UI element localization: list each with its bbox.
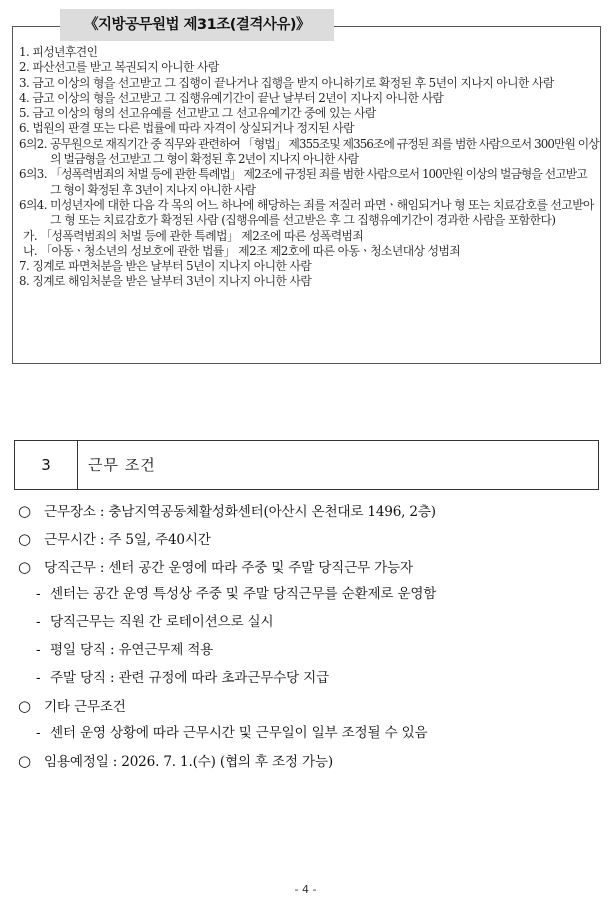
law-item-text: 「성폭력범죄의 처벌 등에 관한 특례법」 제2조에 규정된 죄를 범한 사람으로서 100만원 이상의 벌금형을 선고받고 그 형이 확정된 후 3년이 지나지 아니한 사람 [50,167,587,197]
condition-detail-text: 센터 운영 상황에 따라 근무시간 및 근무일이 일부 조정될 수 있음 [50,725,428,742]
law-item-8 [19,274,599,289]
condition-detail-text: 평일 당직 : 유연근무제 적용 [50,641,214,658]
law-item-text: 파산선고를 받고 복권되지 아니한 사람 [32,60,219,75]
circle-bullet-icon: ○ [18,557,31,576]
dash-bullet-icon: - [36,614,41,631]
law-item-5 [19,106,599,121]
law-item-6-2 [19,137,599,168]
law-item-text: 징계로 파면처분을 받은 날부터 5년이 지나지 아니한 사람 [32,259,312,274]
law-item-number: 6의4. [19,197,51,212]
law-item-text: 금고 이상의 형의 선고유예를 선고받고 그 선고유예기간 중에 있는 사람 [32,106,376,121]
law-item-3 [19,76,599,91]
law-item-text: 피성년후견인 [32,45,98,59]
law-item-number: 6의3. [19,167,51,182]
condition-text: 임용예정일 : 2026. 7. 1.(수) (협의 후 조정 가능) [44,754,333,771]
condition-text: 근무장소 : 충남지역공동체활성화센터(아산시 온천대로 1496, 2층) [44,504,436,520]
condition-detail-text: 센터는 공간 운영 특성상 주중 및 주말 당직근무를 순환제로 운영함 [50,586,437,603]
law-item-number: 8. [19,274,33,289]
dash-bullet-icon: - [36,586,41,603]
condition-other-detail [18,720,603,748]
law-item-text: 징계로 해임처분을 받은 날부터 3년이 지나지 아니한 사람 [32,274,312,289]
circle-bullet-icon: ○ [18,529,31,548]
condition-other [18,693,603,721]
law-item-text: 금고 이상의 형을 선고받고 그 집행유예기간이 끝난 날부터 2년이 지나지 아니한 사람 [32,90,444,105]
law-item-text: 공무원으로 재직기간 중 직무와 관련하여 「형법」 제355조및 제356조에 규정된 죄를 범한 사람으로서 300만원 이상의 벌금형을 선고받고 그 형이 확정된 후 2년이 지나지 아니한 사람 [50,136,599,167]
dash-bullet-icon: - [36,725,41,742]
condition-duty [18,554,603,582]
law-item-number: 5. [19,106,33,121]
law-item-text: 미성년자에 대한 다음 각 목의 어느 하나에 해당하는 죄를 저질러 파면ㆍ해임되거나 형 또는 치료감호를 선고받아 그 형 또는 치료감호가 확정된 사람 (집행유예를 선고받은 후 그 집행유예기간이 경과한 사람을 포함한다) [50,197,594,228]
condition-duty-detail [18,609,603,637]
circle-bullet-icon: ○ [18,752,31,771]
dash-bullet-icon: - [36,669,41,686]
work-conditions-list [18,498,603,776]
law-item-number: 7. [19,259,33,274]
law-item-text: 법원의 판결 또는 다른 법률에 따라 자격이 상실되거나 정지된 사람 [32,121,354,136]
law-item-number: 1. [19,45,33,59]
condition-hours [18,526,603,554]
condition-duty-detail [18,665,603,693]
law-subitem-ga: 가. 「성폭력범죄의 처벌 등에 관한 특례법」 제2조에 따른 성폭력범죄 [23,228,364,243]
law-item-number: 4. [19,90,33,105]
law-item-1 [19,45,599,60]
condition-detail-text: 주말 당직 : 관련 규정에 따라 초과근무수당 지급 [50,669,329,686]
circle-bullet-icon: ○ [18,696,31,715]
law-item-number: 3. [19,75,33,90]
law-item-2 [19,60,599,75]
circle-bullet-icon: ○ [18,502,31,520]
condition-duty-detail [18,581,603,609]
disqualification-list [19,45,599,290]
condition-detail-text: 당직근무는 직원 간 로테이션으로 실시 [50,614,274,631]
section-title: 근무 조건 [88,456,156,474]
condition-place [18,498,603,526]
law-item-6-3 [19,167,599,198]
law-item-6 [19,121,599,136]
law-subitem-na: 나. 「아동ㆍ청소년의 성보호에 관한 법률」 제2조 제2호에 따른 아동ㆍ청소년대상 성범죄 [23,243,461,258]
section-number: 3 [15,441,78,489]
law-item-number: 6의2. [19,136,51,151]
law-item-6-4 [19,198,599,229]
law-item-number: 6. [19,121,33,136]
law-item-4 [19,91,599,106]
dash-bullet-icon: - [36,641,41,658]
condition-text: 당직근무 : 센터 공간 운영에 따라 주중 및 주말 당직근무 가능자 [44,559,413,576]
law-item-number: 2. [19,60,33,75]
law-item-7 [19,259,599,274]
condition-duty-detail [18,637,603,665]
page-number: - 4 - [294,883,317,896]
law-item-text: 금고 이상의 형을 선고받고 그 집행이 끝나거나 집행을 받지 아니하기로 확정된 후 5년이 지나지 아니한 사람 [32,75,554,90]
law-title: 《지방공무원법 제31조(결격사유)》 [60,9,334,41]
condition-start-date [18,748,603,776]
condition-text: 기타 근무조건 [44,698,126,715]
section-header [14,440,599,490]
condition-text: 근무시간 : 주 5일, 주40시간 [44,531,211,548]
